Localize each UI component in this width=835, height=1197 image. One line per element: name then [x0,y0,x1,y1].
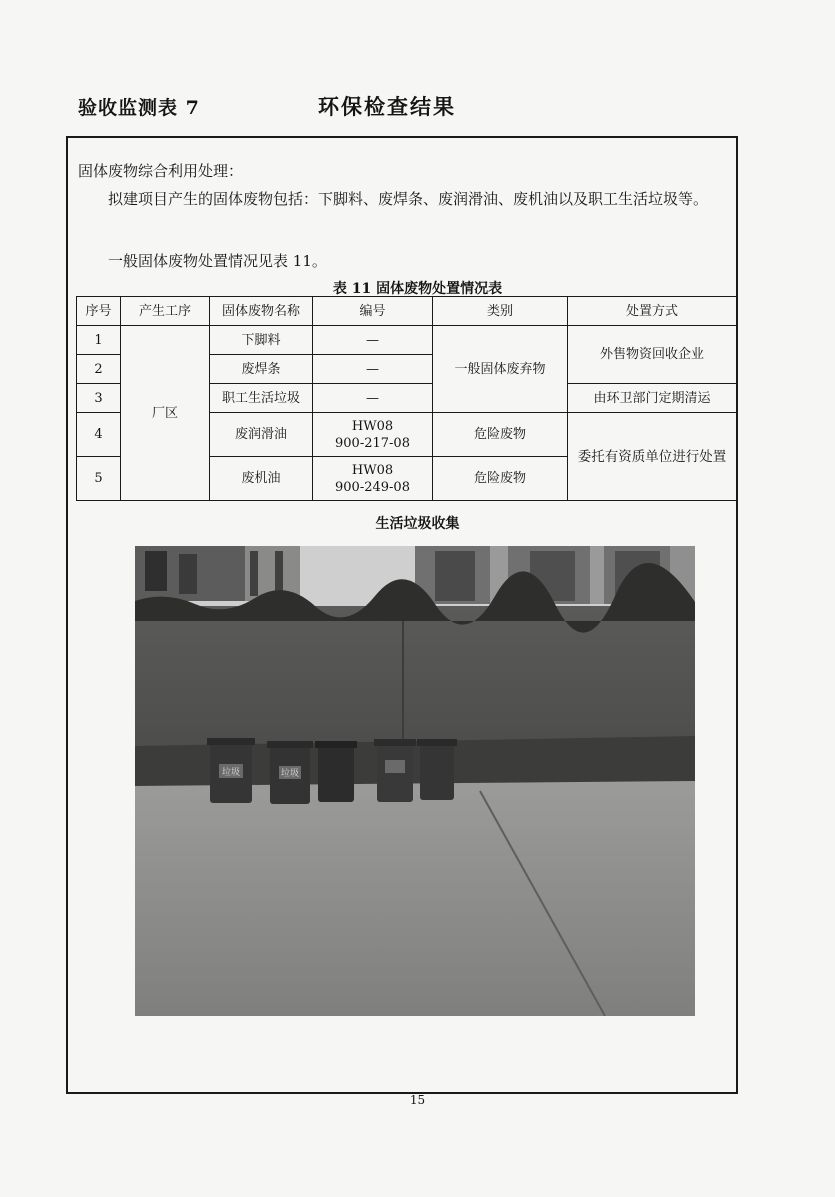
disposal-method: 外售物资回收企业 [568,326,737,384]
waste-code [313,413,433,457]
paragraph-waste-list: 拟建项目产生的固体废物包括：下脚料、废焊条、废润滑油、废机油以及职工生活垃圾等。 [108,190,709,208]
waste-code-line2: 900-217-08 [335,435,410,451]
section-title: 固体废物综合利用处理： [78,162,244,180]
bin-label: 垃圾 [280,769,300,779]
page-number: 15 [409,1093,426,1107]
waste-name: 职工生活垃圾 [210,384,313,413]
row-number: 1 [77,326,121,355]
paragraph-table-ref: 一般固体废物处置情况见表 11。 [108,252,327,270]
waste-code: — [313,384,433,413]
garbage-bin [374,739,416,802]
row-number: 2 [77,355,121,384]
header-cell: 编号 [313,297,433,326]
garbage-bin [267,741,313,804]
row-number: 3 [77,384,121,413]
row-number: 4 [77,413,121,457]
garbage-bin [417,739,457,800]
table-row [77,326,737,355]
disposal-method: 委托有资质单位进行处置 [568,413,737,501]
table-caption: 表 11 固体废物处置情况表 [332,281,503,297]
disposal-method: 由环卫部门定期清运 [568,384,737,413]
process-cell: 厂区 [121,326,210,501]
waste-code: — [313,326,433,355]
form-label: 验收监测表 7 [78,97,200,119]
category-hazard: 危险废物 [433,457,568,501]
garbage-bin [315,741,357,802]
waste-code: — [313,355,433,384]
page-title: 环保检查结果 [318,94,456,119]
header-cell: 处置方式 [568,297,737,326]
garbage-bins-photo [135,546,695,1016]
photo-caption: 生活垃圾收集 [375,516,460,532]
waste-name: 废焊条 [210,355,313,384]
waste-name: 废机油 [210,457,313,501]
header-cell: 序号 [77,297,121,326]
table-header-row [77,297,737,326]
header-cell: 固体废物名称 [210,297,313,326]
waste-code-line2: 900-249-08 [335,479,410,495]
row-number: 5 [77,457,121,501]
header-cell: 类别 [433,297,568,326]
category-hazard: 危险废物 [433,413,568,457]
garbage-bin [207,738,255,803]
bin-label: 垃圾 [221,768,241,778]
solid-waste-table [76,296,737,501]
waste-code [313,457,433,501]
waste-code-line1: HW08 [351,418,394,434]
ground [135,781,695,1016]
header-cell: 产生工序 [121,297,210,326]
waste-name: 废润滑油 [210,413,313,457]
waste-name: 下脚料 [210,326,313,355]
category-general: 一般固体废弃物 [433,326,568,413]
waste-code-line1: HW08 [351,462,394,478]
